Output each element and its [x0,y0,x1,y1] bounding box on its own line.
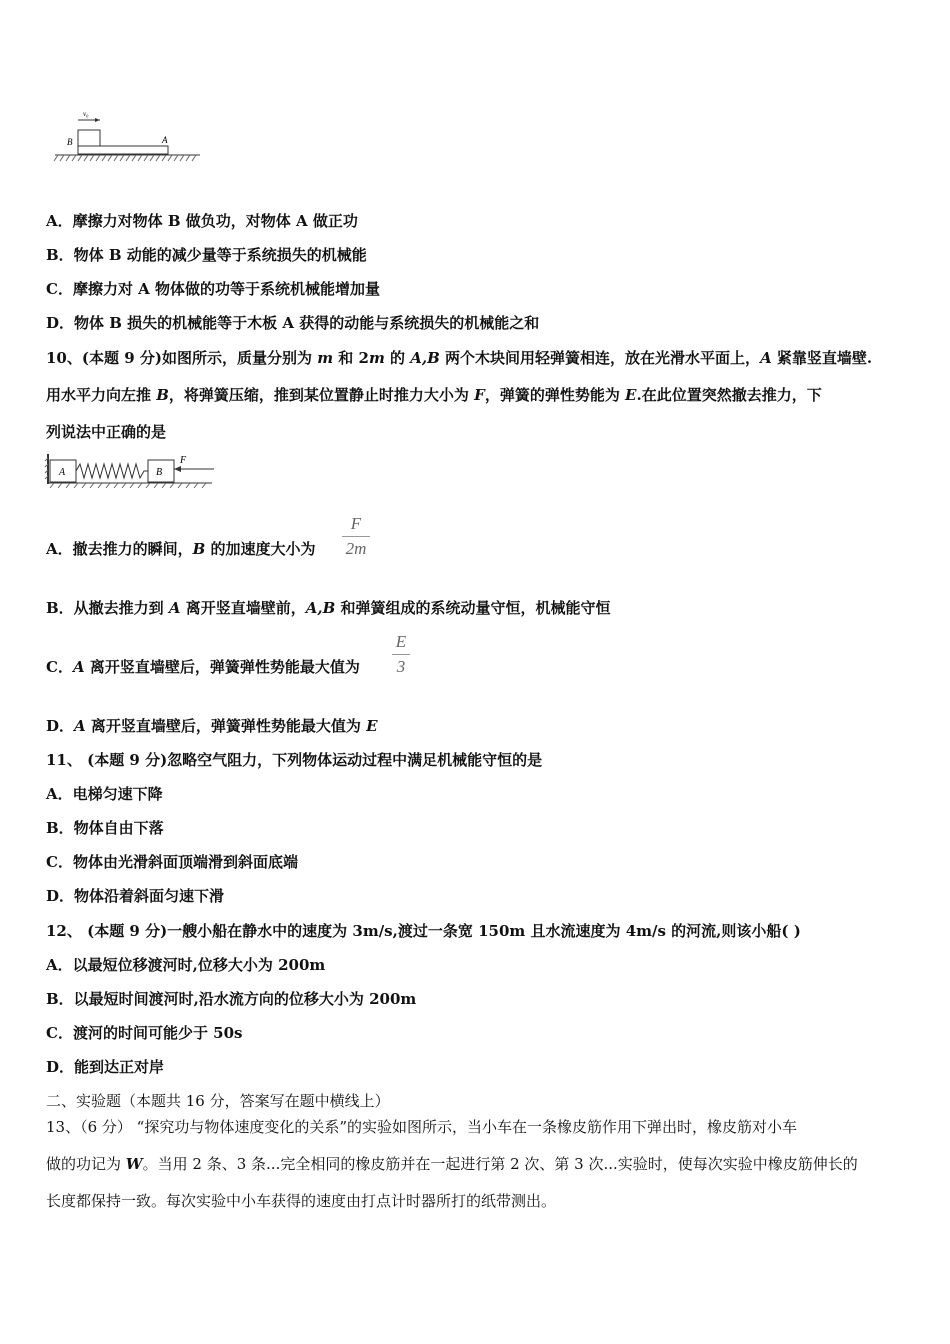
block-b-label: B [67,137,73,147]
q11-option-c: C．物体由光滑斜面顶端滑到斜面底端 [46,853,298,871]
q12-option-c: C．渡河的时间可能少于 50s [46,1024,243,1042]
q12-option-d: D．能到达正对岸 [46,1058,165,1076]
block-plank-figure [50,105,210,165]
q12-stem: 12、 (本题 9 分)一艘小船在静水中的速度为 3m/s,渡过一条宽 150m 且水流速度为 4m/s 的河流,则该小船( ) [46,922,801,940]
q11-stem: 11、 (本题 9 分)忽略空气阻力，下列物体运动过程中满足机械能守恒的是 [46,751,543,769]
q9-option-b: B．物体 B 动能的减少量等于系统损失的机械能 [46,246,367,264]
force-f-label: F [180,455,187,466]
fraction-f-over-2m: F 2m [342,514,370,559]
q10-option-d: D．A 离开竖直墙壁后，弹簧弹性势能最大值为 E [46,717,378,735]
fraction-e-over-3: E 3 [392,632,410,677]
q10-stem-line2: 用水平力向左推 B，将弹簧压缩，推到某位置静止时推力大小为 F，弹簧的弹性势能为 E.在此位置突然撤去推力，下 [46,386,822,404]
q10-option-c: C．A 离开竖直墙壁后，弹簧弹性势能最大值为 [46,658,360,676]
q11-option-b: B．物体自由下落 [46,819,164,837]
spring-blocks-figure [44,452,224,492]
q10-stem-line1: 10、(本题 9 分)如图所示，质量分别为 m 和 2m 的 A,B 两个木块间用轻弹簧相连，放在光滑水平面上，A 紧靠竖直墙壁. [46,349,873,367]
block-b-label: B [156,467,163,478]
q13-line2: 做的功记为 W。当用 2 条、3 条...完全相同的橡皮筋并在一起进行第 2 次、第 3 次...实验时，使每次实验中橡皮筋伸长的 [46,1155,858,1173]
q10-stem-line3: 列说法中正确的是 [46,423,167,441]
v0-label: v₀ [83,110,89,118]
plank-a-label: A [162,135,168,145]
q11-option-a: A．电梯匀速下降 [46,785,163,803]
q9-option-c: C．摩擦力对 A 物体做的功等于系统机械能增加量 [46,280,381,298]
q13-line1: 13、（6 分） “探究功与物体速度变化的关系”的实验如图所示，当小车在一条橡皮筋作用下弹出时，橡皮筋对小车 [46,1118,798,1136]
q11-option-d: D．物体沿着斜面匀速下滑 [46,887,225,905]
q9-option-d: D．物体 B 损失的机械能等于木板 A 获得的动能与系统损失的机械能之和 [46,314,540,332]
q10-option-a: A．撤去推力的瞬间，B 的加速度大小为 [46,540,316,558]
section-heading: 二、实验题（本题共 16 分，答案写在题中横线上） [46,1092,390,1110]
q9-option-a: A．摩擦力对物体 B 做负功，对物体 A 做正功 [46,212,358,230]
q10-option-b: B．从撤去推力到 A 离开竖直墙壁前，A,B 和弹簧组成的系统动量守恒，机械能守恒 [46,599,611,617]
q12-option-a: A．以最短位移渡河时,位移大小为 200m [46,956,326,974]
q13-line3: 长度都保持一致。每次实验中小车获得的速度由打点计时器所打的纸带测出。 [46,1192,557,1210]
block-a-label: A [59,467,66,478]
q12-option-b: B．以最短时间渡河时,沿水流方向的位移大小为 200m [46,990,417,1008]
